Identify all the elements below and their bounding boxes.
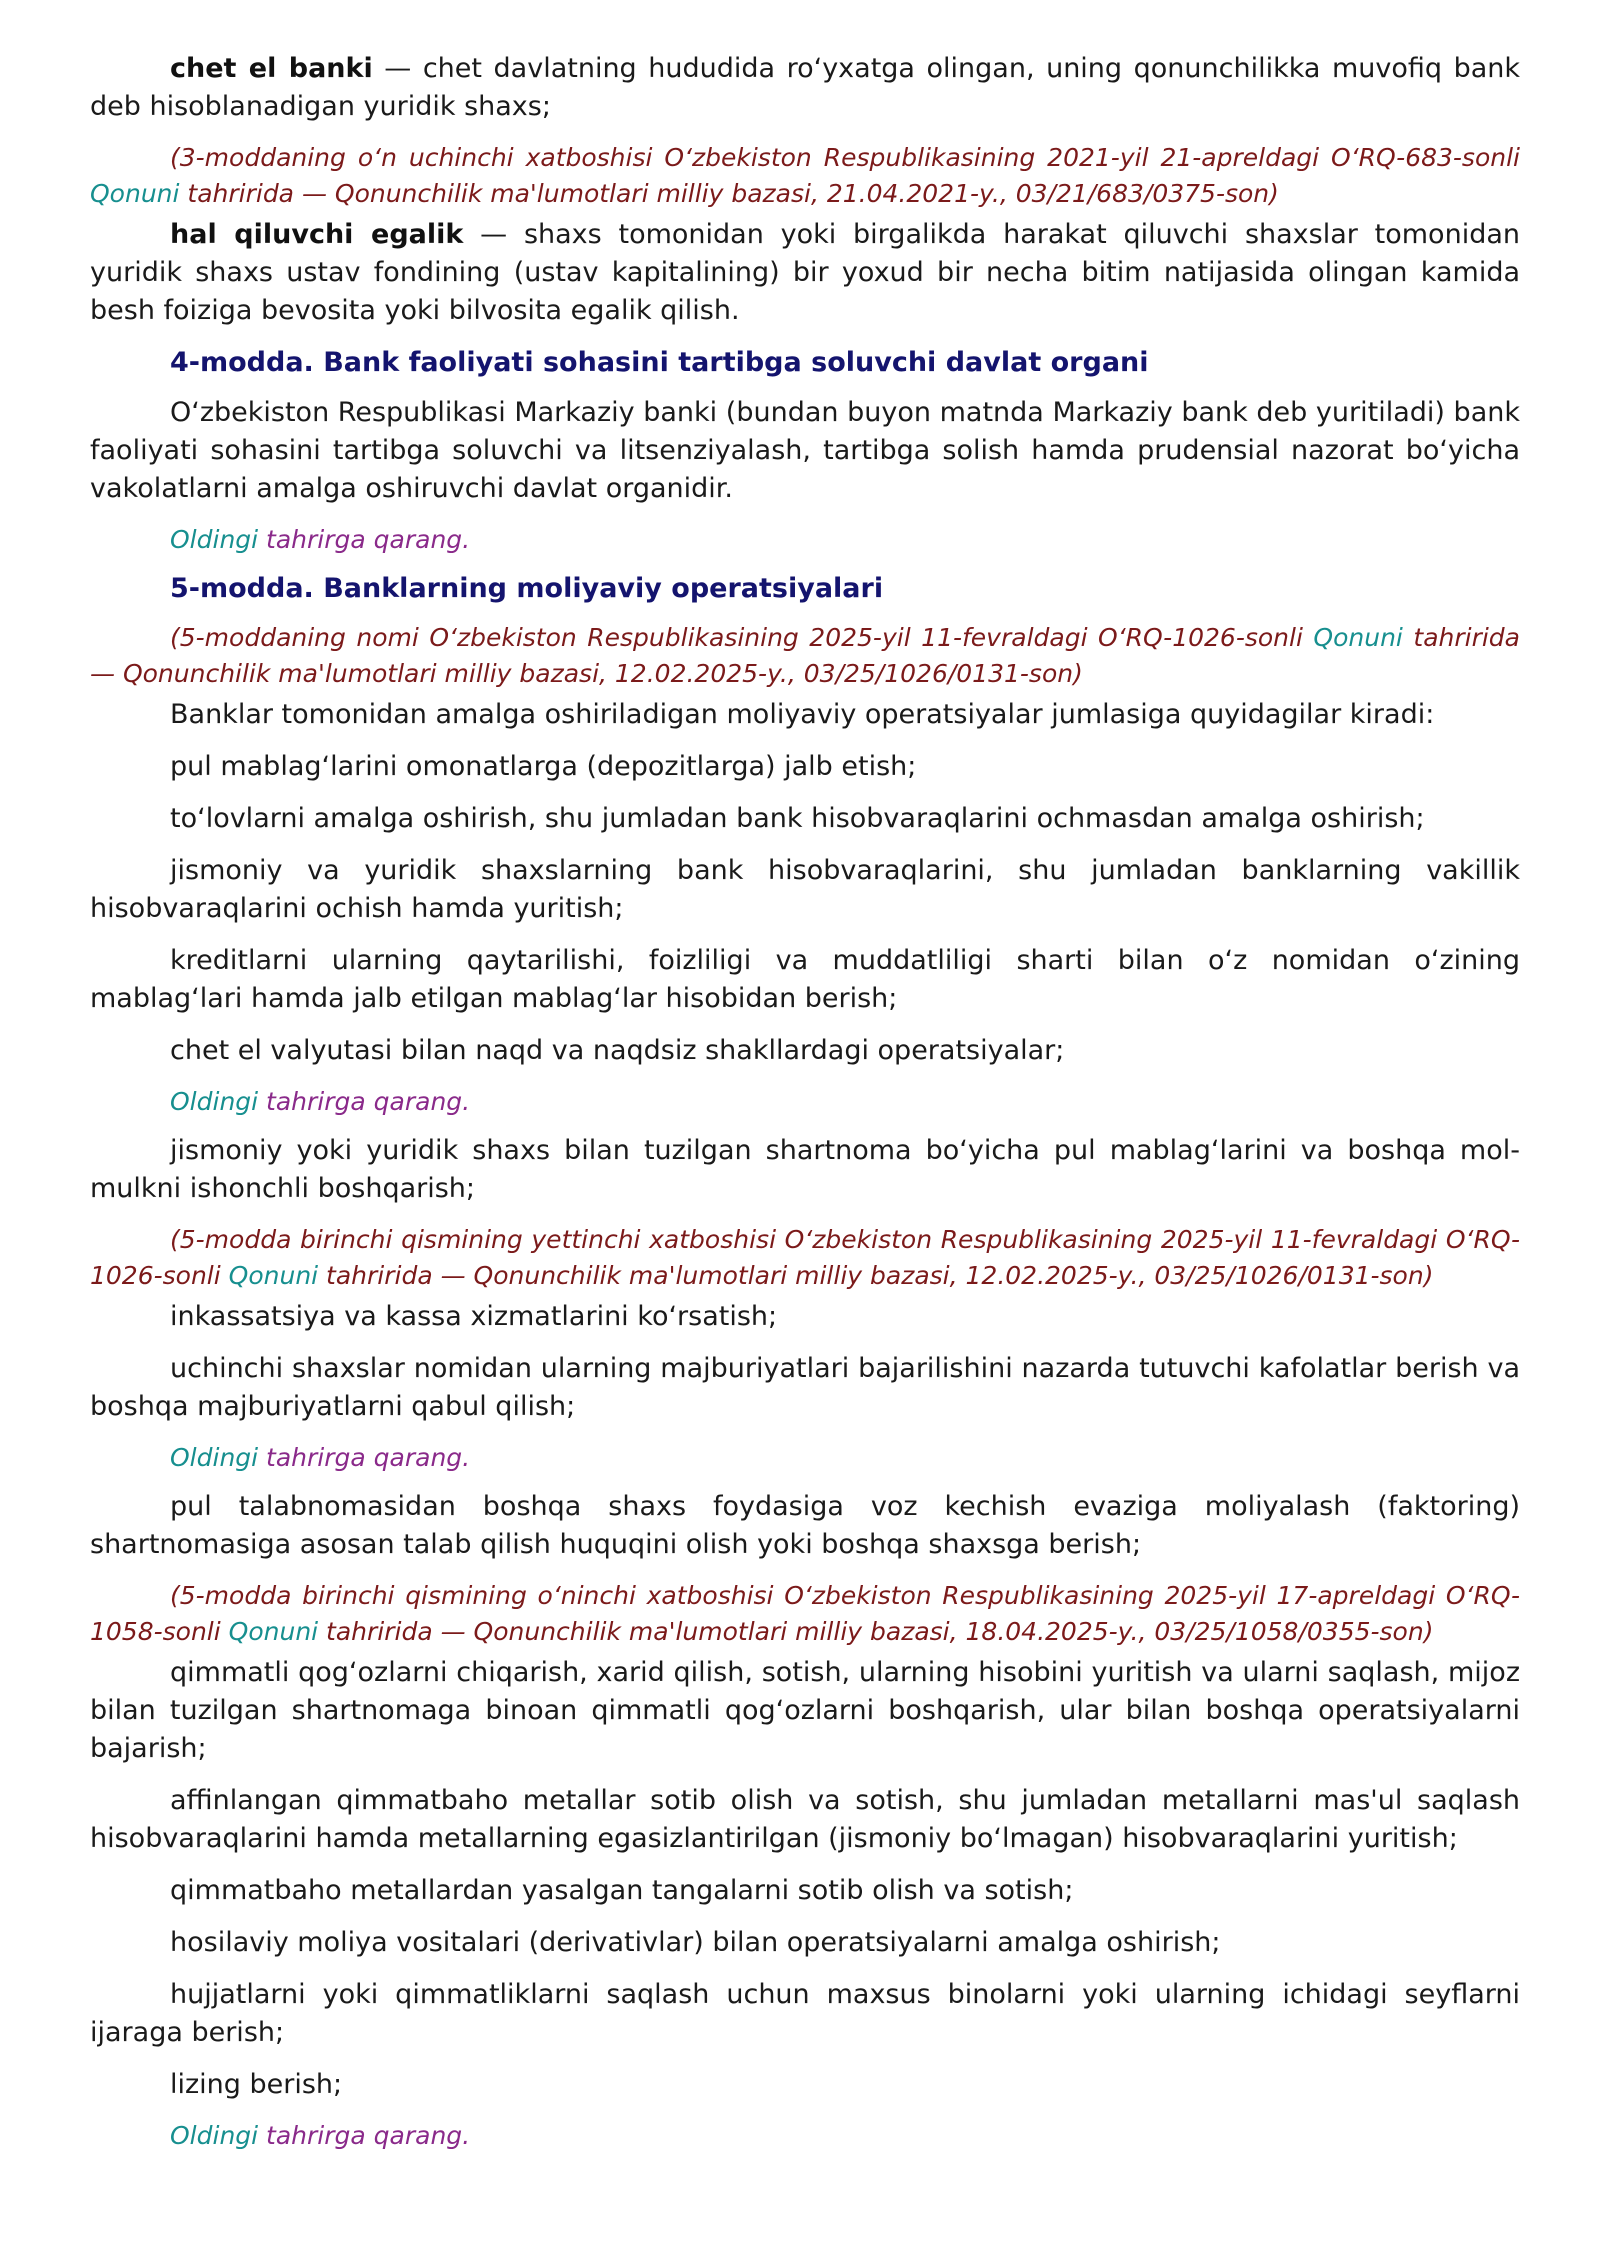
- list-item: uchinchi shaxslar nomidan ularning majburiyatlari bajarilishini nazarda tutuvchi kafolatlar berish va boshqa majburiyatlarni qabul qilish;: [90, 1353, 1520, 1422]
- edit-note: (5-moddaning nomi Oʻzbekiston Respublikasining 2025-yil 11-fevraldagi OʻRQ-1026-sonli Qonuni tahririda — Qonunchilik ma'lumotlari milliy bazasi, 12.02.2025-y., 03/25/1026/0131-son): [90, 623, 1520, 688]
- list-item: kreditlarni ularning qaytarilishi, foizliligi va muddatliligi sharti bilan oʻz nomidan oʻzining mablagʻlari hamda jalb etilgan mablagʻlar hisobidan berish;: [90, 945, 1520, 1014]
- paragraph: Oʻzbekiston Respublikasi Markaziy banki (bundan buyon matnda Markaziy bank deb yuritiladi) bank faoliyati sohasini tartibga soluvchi va litsenziyalash, tartibga solish hamda prudensial nazorat boʻyicha vakolatlarni amalga oshiruvchi davlat organidir.: [90, 397, 1520, 504]
- edit-note: (5-modda birinchi qismining yettinchi xatboshisi Oʻzbekiston Respublikasining 2025-yil 11-fevraldagi OʻRQ-1026-sonli Qonuni tahririda — Qonunchilik ma'lumotlari milliy bazasi, 12.02.2025-y., 03/25/1026/0131-son): [90, 1225, 1520, 1290]
- term: chet el banki: [170, 53, 373, 84]
- definition-foreign-bank: chet el banki — chet davlatning hududida roʻyxatga olingan, uning qonunchilikka muvofiq bank deb hisoblanadigan yuridik shaxs;: [90, 53, 1520, 122]
- edit-note: (3-moddaning oʻn uchinchi xatboshisi Oʻzbekiston Respublikasining 2021-yil 21-apreldagi OʻRQ-683-sonli Qonuni tahririda — Qonunchilik ma'lumotlari milliy bazasi, 21.04.2021-y., 03/21/683/0375-son): [90, 143, 1520, 208]
- list-item: lizing berish;: [170, 2069, 343, 2100]
- list-item: jismoniy va yuridik shaxslarning bank hisobvaraqlarini, shu jumladan banklarning vakillik hisobvaraqlarini ochish hamda yuritish;: [90, 855, 1520, 924]
- law-link[interactable]: Qonuni: [228, 1617, 319, 1646]
- law-link[interactable]: Qonuni: [228, 1261, 319, 1290]
- article-4-heading: 4-modda. Bank faoliyati sohasini tartibga soluvchi davlat organi: [170, 347, 1149, 378]
- previous-edition-link[interactable]: Oldingi tahrirga qarang.: [170, 1087, 471, 1116]
- list-item: affinlangan qimmatbaho metallar sotib olish va sotish, shu jumladan metallarni mas'ul saqlash hisobvaraqlarini hamda metallarning egasizlantirilgan (jismoniy boʻlmagan) hisobvaraqlarini yuritish;: [90, 1785, 1520, 1854]
- list-item: jismoniy yoki yuridik shaxs bilan tuzilgan shartnoma boʻyicha pul mablagʻlarini va boshqa mol-mulkni ishonchli boshqarish;: [90, 1135, 1520, 1204]
- previous-edition-link[interactable]: Oldingi tahrirga qarang.: [170, 525, 471, 554]
- paragraph: Banklar tomonidan amalga oshiriladigan moliyaviy operatsiyalar jumlasiga quyidagilar kiradi:: [170, 699, 1435, 730]
- list-item: qimmatli qogʻozlarni chiqarish, xarid qilish, sotish, ularning hisobini yuritish va ularni saqlash, mijoz bilan tuzilgan shartnomaga binoan qimmatli qogʻozlarni boshqarish, ular bilan boshqa operatsiyalarni bajarish;: [90, 1657, 1520, 1764]
- list-item: hujjatlarni yoki qimmatliklarni saqlash uchun maxsus binolarni yoki ularning ichidagi seyflarni ijaraga berish;: [90, 1979, 1520, 2048]
- list-item: chet el valyutasi bilan naqd va naqdsiz shakllardagi operatsiyalar;: [170, 1035, 1065, 1066]
- list-item: inkassatsiya va kassa xizmatlarini koʻrsatish;: [170, 1301, 778, 1332]
- list-item: pul mablagʻlarini omonatlarga (depozitlarga) jalb etish;: [170, 751, 917, 782]
- list-item: qimmatbaho metallardan yasalgan tangalarni sotib olish va sotish;: [170, 1875, 1074, 1906]
- article-5-heading: 5-modda. Banklarning moliyaviy operatsiyalari: [170, 573, 884, 604]
- edit-note: (5-modda birinchi qismining oʻninchi xatboshisi Oʻzbekiston Respublikasining 2025-yil 17-apreldagi OʻRQ-1058-sonli Qonuni tahririda — Qonunchilik ma'lumotlari milliy bazasi, 18.04.2025-y., 03/25/1058/0355-son): [90, 1581, 1520, 1646]
- definition-controlling-ownership: hal qiluvchi egalik — shaxs tomonidan yoki birgalikda harakat qiluvchi shaxslar tomonidan yuridik shaxs ustav fondining (ustav kapitalining) bir yoxud bir necha bitim natijasida olingan kamida besh foiziga bevosita yoki bilvosita egalik qilish.: [90, 219, 1520, 326]
- previous-edition-link[interactable]: Oldingi tahrirga qarang.: [170, 2121, 471, 2150]
- list-item: pul talabnomasidan boshqa shaxs foydasiga voz kechish evaziga moliyalash (faktoring) shartnomasiga asosan talab qilish huquqini olish yoki boshqa shaxsga berish;: [90, 1491, 1520, 1560]
- previous-edition-link[interactable]: Oldingi tahrirga qarang.: [170, 1443, 471, 1472]
- list-item: toʻlovlarni amalga oshirish, shu jumladan bank hisobvaraqlarini ochmasdan amalga oshirish;: [170, 803, 1425, 834]
- law-link[interactable]: Qonuni: [90, 179, 180, 208]
- term: hal qiluvchi egalik: [170, 219, 464, 250]
- list-item: hosilaviy moliya vositalari (derivativlar) bilan operatsiyalarni amalga oshirish;: [170, 1927, 1221, 1958]
- law-link[interactable]: Qonuni: [1313, 623, 1403, 652]
